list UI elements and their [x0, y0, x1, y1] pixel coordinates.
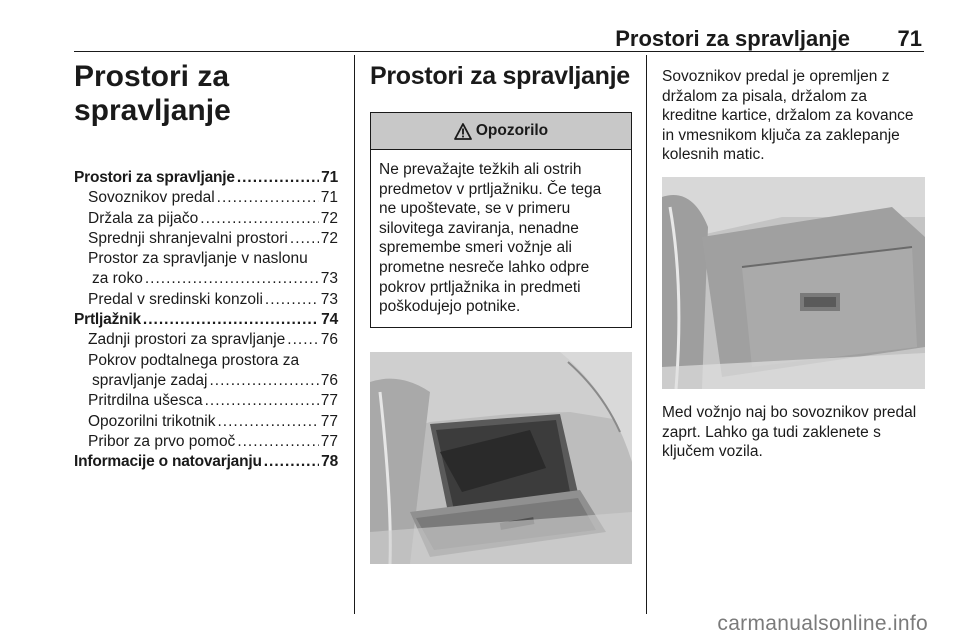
middle-column: [370, 60, 632, 374]
toc-entry-line[interactable]: Pokrov podtalnega prostora za: [88, 351, 300, 369]
toc-entry[interactable]: Predal v sredinski konzoli ..... 73: [74, 290, 338, 310]
warning-text: Ne prevažajte težkih ali ostrih predmetov v prtljažniku. Če tega ne upoštevate, se v primeru silovitega zaviranja, nenadne spremembe smeri vožnje ali prometne nesreče lahko odpre pokrov prtljažnika in predmeti poškodujejo potnike.: [379, 161, 602, 316]
column-divider-left: [354, 55, 355, 614]
toc-column: [74, 60, 338, 472]
paragraph: Med vožnjo naj bo sovoznikov predal zaprt. Lahko ga tudi zaklenete s ključem vozila.: [662, 403, 917, 461]
toc-entry[interactable]: Opozorilni trikotnik ..... 77: [74, 412, 338, 432]
toc-entry[interactable]: Držala za pijačo ..... 72: [74, 209, 338, 229]
header-rule: [74, 51, 924, 52]
toc-entry[interactable]: Pritrdilna ušesca ..... 77: [74, 391, 338, 411]
right-column: [662, 67, 930, 462]
watermark: carmanualsonline.info: [717, 612, 928, 635]
page-number: 71: [897, 26, 922, 51]
toc-entry[interactable]: Prtljažnik ..... 74: [74, 310, 338, 330]
chapter-title: Prostori za spravljanje: [74, 60, 231, 127]
glovebox-open-illustration: [370, 352, 632, 564]
toc-entry[interactable]: za roko ..... 73: [74, 269, 338, 289]
warning-title: Opozorilo: [475, 122, 549, 139]
toc-entry-line[interactable]: Prostor za spravljanje v naslonu: [88, 250, 308, 268]
section-title: Prostori za spravljanje: [370, 62, 630, 90]
toc-entry[interactable]: Pribor za prvo pomoč ..... 77: [74, 432, 338, 452]
toc-entry[interactable]: Zadnji prostori za spravljanje ..... 76: [74, 330, 338, 350]
toc-entry[interactable]: Prostori za spravljanje ..... 71: [74, 168, 338, 188]
toc-entry[interactable]: spravljanje zadaj ..... 76: [74, 371, 338, 391]
toc-entry[interactable]: Informacije o natovarjanju ..... 78: [74, 452, 338, 472]
warning-header: [371, 113, 631, 150]
paragraph: Sovoznikov predal je opremljen z držalom za pisala, držalom za kreditne kartice, držalom za kovance in vmesnikom ključa za zaklepanje kolesnih matic.: [662, 68, 914, 164]
glovebox-closed-illustration: [662, 177, 925, 389]
toc-entry[interactable]: Sovoznikov predal ..... 71: [74, 188, 338, 208]
warning-triangle-icon: [454, 123, 472, 140]
column-divider-right: [646, 55, 647, 614]
table-of-contents: [74, 168, 338, 472]
header-title: Prostori za spravljanje: [615, 26, 850, 51]
warning-box: [370, 112, 632, 328]
toc-entry[interactable]: Sprednji shranjevalni prostori ..... 72: [74, 229, 338, 249]
